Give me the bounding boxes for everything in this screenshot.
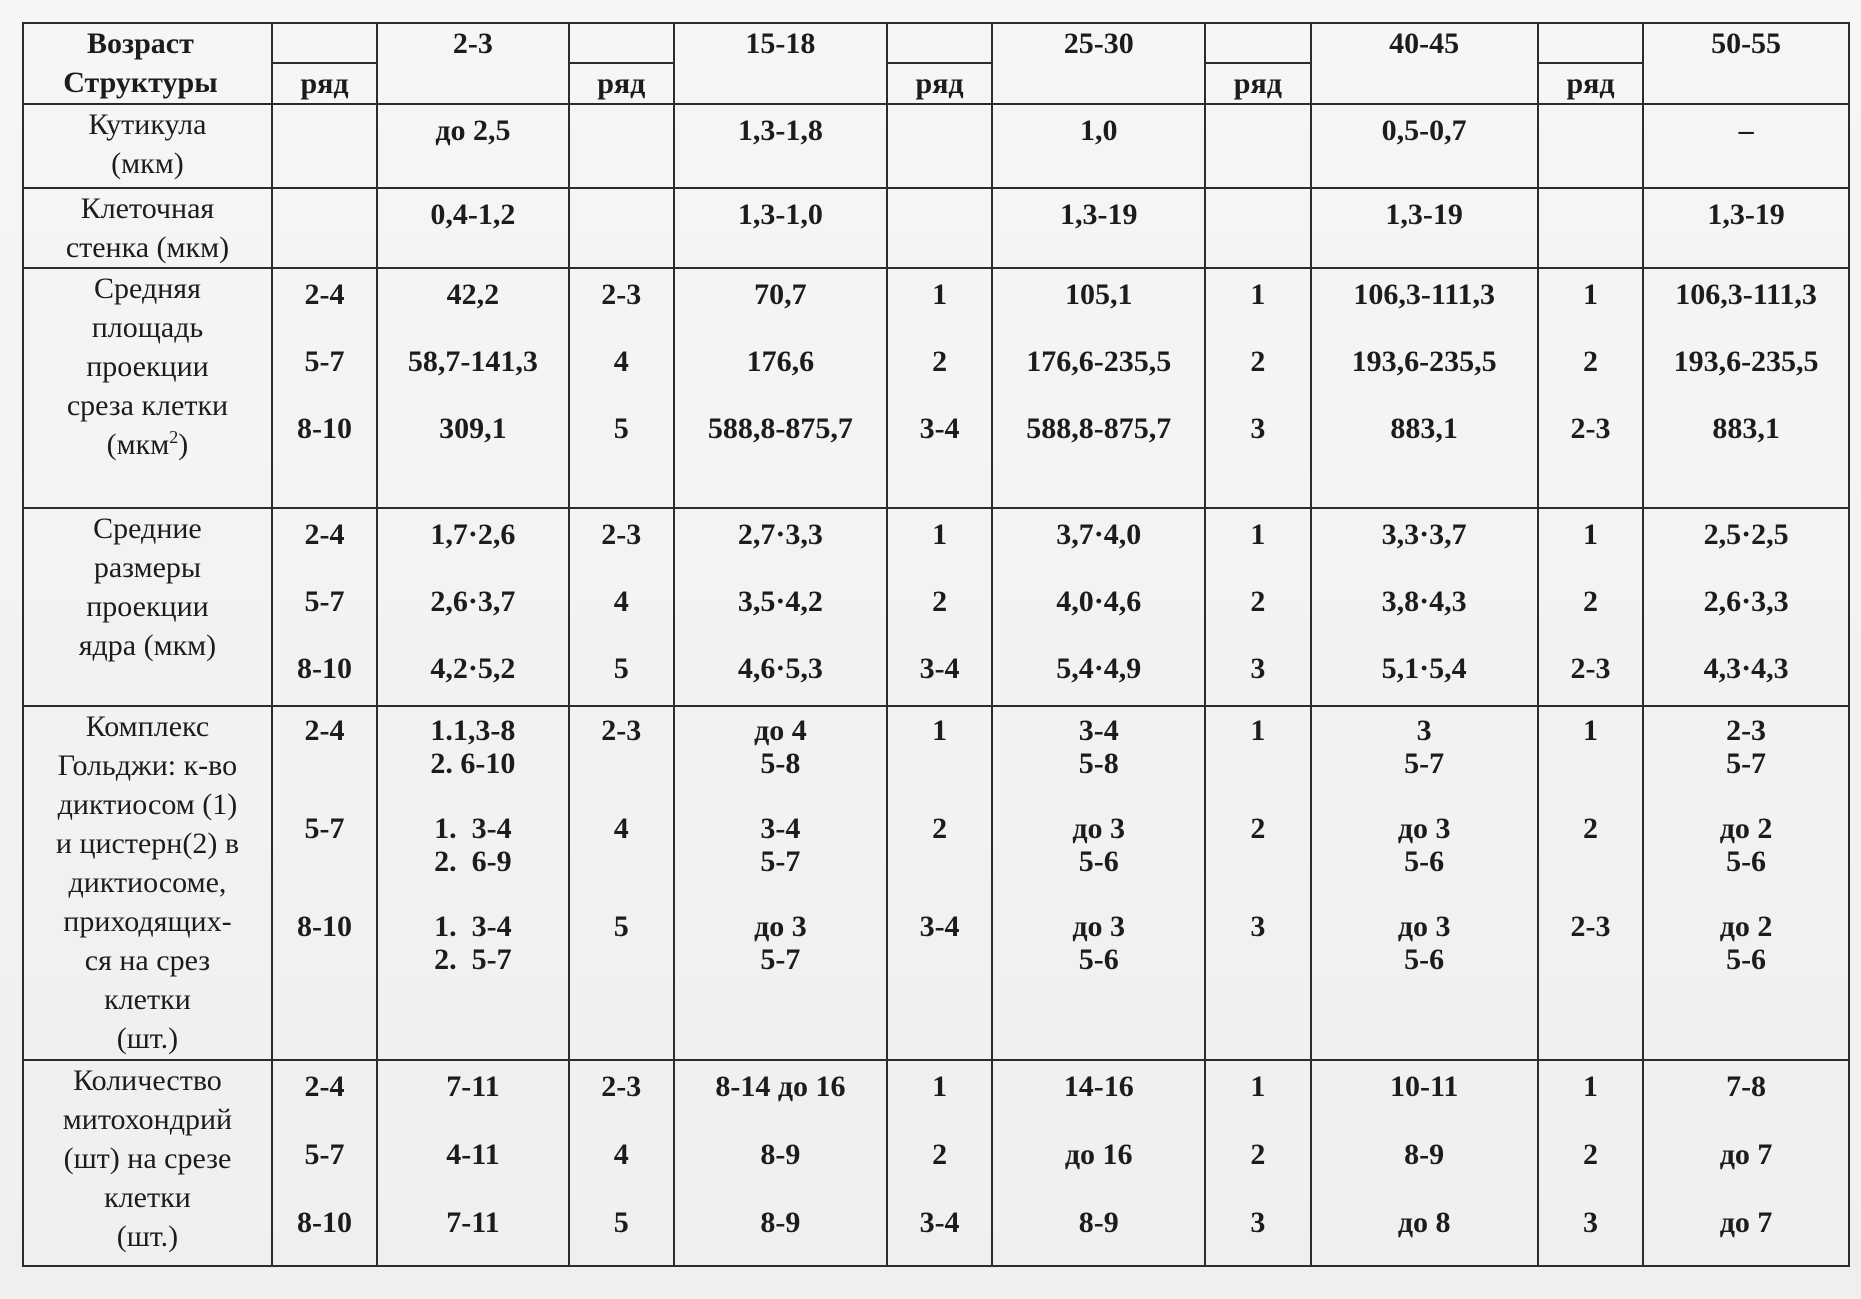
cuticle-value: 1,3-1,8 (674, 104, 887, 188)
nucleus-value-2: 2,6·3,7 (430, 585, 516, 618)
golgi-value-2-1: до 3 (1072, 812, 1126, 845)
label-line: Комплекс (85, 710, 210, 743)
mito-row-number-1: 2-4 (304, 1070, 345, 1103)
cell-wall-value: 1,3-19 (992, 188, 1205, 268)
nucleus-row-number-3: 3-4 (919, 652, 960, 685)
mito-value-3: 8-9 (1078, 1206, 1119, 1239)
golgi-value-2-2: 5-6 (1404, 845, 1445, 878)
mito-value-2: до 16 (1064, 1138, 1133, 1171)
cell-wall-value: 0,4-1,2 (377, 188, 568, 268)
nucleus-row-number-1: 2-3 (601, 518, 642, 551)
cell-wall-value: 1,3-19 (1643, 188, 1849, 268)
golgi-row-number-2: 5-7 (304, 812, 345, 845)
label-line: стенка (мкм) (65, 231, 230, 264)
cuticle-value: до 2,5 (377, 104, 568, 188)
golgi-row-cell (272, 706, 377, 1060)
label-line: ся на срез (84, 944, 211, 977)
golgi-value-2-1: 3-4 (760, 812, 801, 845)
area-value-1: 105,1 (1064, 278, 1133, 311)
nucleus-value-2: 4,0·4,6 (1056, 585, 1142, 618)
empty-row-cell (569, 188, 674, 268)
mito-row-number-2: 2 (932, 1138, 948, 1171)
mito-row-number-3: 3 (1250, 1206, 1266, 1239)
nucleus-value-3: 4,6·5,3 (737, 652, 823, 685)
empty-row-cell (1205, 104, 1310, 188)
nucleus-value-cell (377, 508, 568, 706)
area-row-cell (569, 268, 674, 508)
mito-value-cell (1311, 1060, 1538, 1266)
golgi-row-number-2: 4 (613, 812, 629, 845)
nucleus-row-number-2: 2 (1250, 585, 1266, 618)
area-row-number-3: 5 (613, 412, 629, 445)
nucleus-row-number-3: 2-3 (1570, 652, 1611, 685)
golgi-value-1-1: 3 (1416, 714, 1432, 747)
mito-row-number-1: 1 (1250, 1070, 1266, 1103)
row-golgi (23, 706, 1849, 1060)
nucleus-row-number-1: 2-4 (304, 518, 345, 551)
nucleus-value-cell (674, 508, 887, 706)
area-row-number-3: 8-10 (297, 412, 353, 445)
golgi-value-cell (992, 706, 1205, 1060)
golgi-value-1-2: 5-8 (760, 747, 801, 780)
area-row-cell (1538, 268, 1643, 508)
empty-row-cell (272, 104, 377, 188)
area-row-number-2: 2 (1582, 345, 1598, 378)
label-line: Гольджи: к-во (57, 749, 238, 782)
nucleus-row-number-2: 4 (613, 585, 629, 618)
golgi-value-2-2: 5-7 (760, 845, 801, 878)
golgi-row-number-2: 2 (1250, 812, 1266, 845)
golgi-row-number-3: 8-10 (297, 910, 353, 943)
golgi-value-3-1: до 3 (1397, 910, 1451, 943)
mito-value-1: 7-11 (446, 1070, 500, 1103)
mito-value-2: 8-9 (1404, 1138, 1445, 1171)
golgi-value-3-2: 5-6 (1078, 943, 1119, 976)
area-value-2: 176,6-235,5 (1026, 345, 1172, 378)
header-row-rows (23, 63, 1849, 104)
area-value-3: 883,1 (1390, 412, 1458, 445)
nucleus-row-number-3: 3 (1250, 652, 1266, 685)
area-value-1: 70,7 (754, 278, 807, 311)
header-age-2: 15-18 (674, 23, 887, 104)
golgi-row-number-2: 2 (1582, 812, 1598, 845)
area-row-number-1: 2-3 (601, 278, 642, 311)
nucleus-value-1: 3,3·3,7 (1381, 518, 1467, 551)
label-line: (шт) на срезе (63, 1142, 232, 1175)
golgi-row-cell (1205, 706, 1310, 1060)
golgi-value-1-1: до 4 (754, 714, 807, 747)
area-row-number-1: 1 (932, 278, 948, 311)
row-cell-wall (23, 188, 1849, 268)
golgi-value-cell (1643, 706, 1849, 1060)
mito-row-cell (272, 1060, 377, 1266)
golgi-row-number-3: 2-3 (1570, 910, 1611, 943)
nucleus-row-cell (569, 508, 674, 706)
empty-row-cell (569, 104, 674, 188)
mito-value-2: до 7 (1719, 1138, 1773, 1171)
golgi-value-3-1: до 3 (1072, 910, 1126, 943)
nucleus-row-number-2: 2 (1582, 585, 1598, 618)
label-line: Клеточная (80, 192, 215, 225)
header-age-4: 40-45 (1311, 23, 1538, 104)
header-age-5: 50-55 (1643, 23, 1849, 104)
area-value-3: 309,1 (439, 412, 507, 445)
header-age-1: 2-3 (377, 23, 568, 104)
nucleus-row-cell (1205, 508, 1310, 706)
golgi-row-number-1: 1 (1250, 714, 1266, 747)
label-line: размеры (93, 551, 202, 584)
area-row-number-2: 2 (1250, 345, 1266, 378)
label-line: ядра (мкм) (78, 629, 217, 662)
row-mito (23, 1060, 1849, 1266)
mito-value-2: 8-9 (760, 1138, 801, 1171)
label-fragment: ) (178, 428, 189, 461)
mito-row-number-2: 2 (1250, 1138, 1266, 1171)
nucleus-value-3: 4,2·5,2 (430, 652, 516, 685)
header-age-3: 25-30 (992, 23, 1205, 104)
area-value-1: 42,2 (446, 278, 500, 311)
golgi-row-cell (569, 706, 674, 1060)
mito-row-number-3: 3-4 (919, 1206, 960, 1239)
mito-row-number-3: 8-10 (297, 1206, 353, 1239)
golgi-value-1-2: 5-7 (1404, 747, 1445, 780)
header-row-label: ряд (272, 63, 377, 104)
header-blank (272, 23, 377, 63)
header-blank (1538, 23, 1643, 63)
golgi-value-2-2: 5-6 (1078, 845, 1119, 878)
header-row-label: ряд (569, 63, 674, 104)
golgi-value-3-2: 5-6 (1726, 943, 1767, 976)
golgi-row-number-3: 5 (613, 910, 629, 943)
cuticle-value: 1,0 (992, 104, 1205, 188)
golgi-value-1-1: 2-3 (1726, 714, 1767, 747)
area-value-3: 588,8-875,7 (707, 412, 853, 445)
area-row-cell (887, 268, 992, 508)
area-row-number-3: 2-3 (1570, 412, 1611, 445)
golgi-value-1-2: 5-7 (1726, 747, 1767, 780)
row-label-mito (23, 1060, 272, 1266)
label-line: (шт.) (116, 1220, 179, 1253)
area-row-number-1: 2-4 (304, 278, 345, 311)
area-value-2: 193,6-235,5 (1351, 345, 1497, 378)
cell-wall-value: 1,3-1,0 (674, 188, 887, 268)
mito-value-3: 7-11 (446, 1206, 500, 1239)
nucleus-value-1: 3,7·4,0 (1056, 518, 1142, 551)
mito-value-3: до 7 (1719, 1206, 1773, 1239)
area-value-1: 106,3-111,3 (1675, 278, 1817, 311)
empty-row-cell (1205, 188, 1310, 268)
mito-row-cell (887, 1060, 992, 1266)
golgi-row-number-2: 2 (932, 812, 948, 845)
mito-row-number-3: 5 (613, 1206, 629, 1239)
area-row-number-2: 5-7 (304, 345, 345, 378)
area-value-cell (1643, 268, 1849, 508)
nucleus-value-2: 2,6·3,3 (1703, 585, 1789, 618)
area-value-cell (1311, 268, 1538, 508)
mito-value-cell (1643, 1060, 1849, 1266)
empty-row-cell (272, 188, 377, 268)
label-line (24, 425, 271, 464)
row-label-cell-wall (23, 188, 272, 268)
area-value-1: 106,3-111,3 (1353, 278, 1496, 311)
row-nucleus (23, 508, 1849, 706)
cell-wall-value: 1,3-19 (1311, 188, 1538, 268)
label-line: митохондрий (62, 1103, 233, 1136)
nucleus-value-3: 5,4·4,9 (1056, 652, 1142, 685)
label-line: (шт.) (116, 1022, 179, 1055)
golgi-row-cell (1538, 706, 1643, 1060)
label-line: и цистерн(2) в (55, 827, 239, 860)
golgi-value-2-2: 2. 6-9 (434, 845, 512, 878)
mito-row-cell (1205, 1060, 1310, 1266)
cell-structure-table (22, 22, 1850, 1267)
golgi-row-number-1: 2-3 (601, 714, 642, 747)
nucleus-value-1: 2,7·3,3 (737, 518, 823, 551)
golgi-row-number-1: 2-4 (304, 714, 345, 747)
area-value-cell (377, 268, 568, 508)
area-value-3: 588,8-875,7 (1026, 412, 1172, 445)
mito-row-number-1: 1 (932, 1070, 948, 1103)
nucleus-value-2: 3,8·4,3 (1381, 585, 1467, 618)
mito-row-number-3: 3 (1582, 1206, 1598, 1239)
mito-value-cell (992, 1060, 1205, 1266)
label-line: приходящих- (63, 905, 232, 938)
label-superscript: 2 (169, 427, 179, 447)
golgi-row-number-3: 3-4 (919, 910, 960, 943)
golgi-value-cell (674, 706, 887, 1060)
cuticle-value: 0,5-0,7 (1311, 104, 1538, 188)
nucleus-row-number-1: 1 (932, 518, 948, 551)
label-line: клетки (104, 1181, 191, 1214)
header-row-label: ряд (1538, 63, 1643, 104)
empty-row-cell (1538, 188, 1643, 268)
label-line: (мкм) (111, 147, 184, 180)
mito-row-number-1: 1 (1582, 1070, 1598, 1103)
mito-row-number-2: 4 (613, 1138, 629, 1171)
mito-row-number-1: 2-3 (601, 1070, 642, 1103)
empty-row-cell (1538, 104, 1643, 188)
nucleus-row-cell (272, 508, 377, 706)
golgi-value-2-2: 5-6 (1726, 845, 1767, 878)
label-line: Количество (73, 1064, 222, 1097)
golgi-value-1-1: 1.1,3-8 (430, 714, 516, 747)
nucleus-row-number-3: 5 (613, 652, 629, 685)
label-line: среза клетки (66, 389, 229, 422)
label-line: Средние (93, 512, 202, 545)
area-value-cell (674, 268, 887, 508)
area-row-number-1: 1 (1582, 278, 1598, 311)
area-row-number-2: 4 (613, 345, 629, 378)
mito-value-1: 14-16 (1063, 1070, 1134, 1103)
nucleus-value-1: 1,7·2,6 (430, 518, 516, 551)
nucleus-row-cell (887, 508, 992, 706)
area-row-number-1: 1 (1250, 278, 1266, 311)
nucleus-value-cell (1643, 508, 1849, 706)
golgi-row-cell (887, 706, 992, 1060)
area-value-cell (992, 268, 1205, 508)
area-value-2: 193,6-235,5 (1673, 345, 1819, 378)
header-blank (1205, 23, 1310, 63)
golgi-row-number-3: 3 (1250, 910, 1266, 943)
golgi-value-3-2: 5-7 (760, 943, 801, 976)
golgi-value-1-2: 5-8 (1078, 747, 1119, 780)
row-label-nucleus (23, 508, 272, 706)
golgi-value-2-1: до 2 (1719, 812, 1773, 845)
area-value-2: 176,6 (746, 345, 815, 378)
nucleus-value-1: 2,5·2,5 (1703, 518, 1789, 551)
mito-value-cell (377, 1060, 568, 1266)
nucleus-row-number-1: 1 (1582, 518, 1598, 551)
nucleus-row-number-1: 1 (1250, 518, 1266, 551)
label-fragment: (мкм (106, 428, 170, 461)
header-blank (887, 23, 992, 63)
header-corner-bottom: Структуры (23, 63, 272, 104)
label-line: проекции (86, 350, 209, 383)
nucleus-row-cell (1538, 508, 1643, 706)
nucleus-row-number-2: 2 (932, 585, 948, 618)
mito-row-cell (1538, 1060, 1643, 1266)
golgi-value-1-2: 2. 6-10 (430, 747, 516, 780)
row-label-area (23, 268, 272, 508)
mito-value-1: 7-8 (1726, 1070, 1767, 1103)
empty-row-cell (887, 104, 992, 188)
label-line: диктиосом (1) (57, 788, 238, 821)
area-row-number-3: 3 (1250, 412, 1266, 445)
nucleus-value-cell (1311, 508, 1538, 706)
row-area (23, 268, 1849, 508)
nucleus-value-cell (992, 508, 1205, 706)
mito-value-2: 4-11 (446, 1138, 500, 1171)
mito-row-number-2: 5-7 (304, 1138, 345, 1171)
label-line: Кутикула (88, 108, 207, 141)
mito-value-1: 8-14 до 16 (715, 1070, 846, 1103)
label-line: клетки (104, 983, 191, 1016)
area-row-cell (272, 268, 377, 508)
label-line: площадь (91, 311, 204, 344)
golgi-value-3-1: до 3 (754, 910, 807, 943)
cuticle-value: – (1643, 104, 1849, 188)
golgi-value-3-2: 2. 5-7 (434, 943, 512, 976)
label-line: Средняя (94, 272, 201, 305)
row-cuticle (23, 104, 1849, 188)
mito-value-3: до 8 (1397, 1206, 1451, 1239)
label-line: проекции (86, 590, 209, 623)
nucleus-value-3: 4,3·4,3 (1703, 652, 1789, 685)
area-row-number-2: 2 (932, 345, 948, 378)
mito-row-number-2: 2 (1582, 1138, 1598, 1171)
golgi-value-cell (1311, 706, 1538, 1060)
golgi-value-1-1: 3-4 (1078, 714, 1119, 747)
header-corner-top: Возраст (23, 23, 272, 63)
area-value-3: 883,1 (1712, 412, 1780, 445)
header-blank (569, 23, 674, 63)
golgi-value-2-1: до 3 (1397, 812, 1451, 845)
nucleus-row-number-2: 5-7 (304, 585, 345, 618)
row-label-cuticle (23, 104, 272, 188)
golgi-row-number-1: 1 (1582, 714, 1598, 747)
row-label-golgi (23, 706, 272, 1060)
nucleus-row-number-3: 8-10 (297, 652, 353, 685)
mito-value-1: 10-11 (1390, 1070, 1459, 1103)
label-line: диктиосоме, (68, 866, 227, 899)
mito-value-3: 8-9 (760, 1206, 801, 1239)
golgi-value-2-1: 1. 3-4 (434, 812, 512, 845)
nucleus-value-2: 3,5·4,2 (737, 585, 823, 618)
golgi-value-3-1: 1. 3-4 (434, 910, 512, 943)
empty-row-cell (887, 188, 992, 268)
header-row-label: ряд (887, 63, 992, 104)
golgi-value-3-2: 5-6 (1404, 943, 1445, 976)
area-row-number-3: 3-4 (919, 412, 960, 445)
area-row-cell (1205, 268, 1310, 508)
golgi-row-number-1: 1 (932, 714, 948, 747)
golgi-value-cell (377, 706, 568, 1060)
golgi-value-3-1: до 2 (1719, 910, 1773, 943)
nucleus-value-3: 5,1·5,4 (1381, 652, 1467, 685)
mito-value-cell (674, 1060, 887, 1266)
header-row-label: ряд (1205, 63, 1310, 104)
area-value-2: 58,7-141,3 (407, 345, 538, 378)
header-row-ages (23, 23, 1849, 63)
mito-row-cell (569, 1060, 674, 1266)
